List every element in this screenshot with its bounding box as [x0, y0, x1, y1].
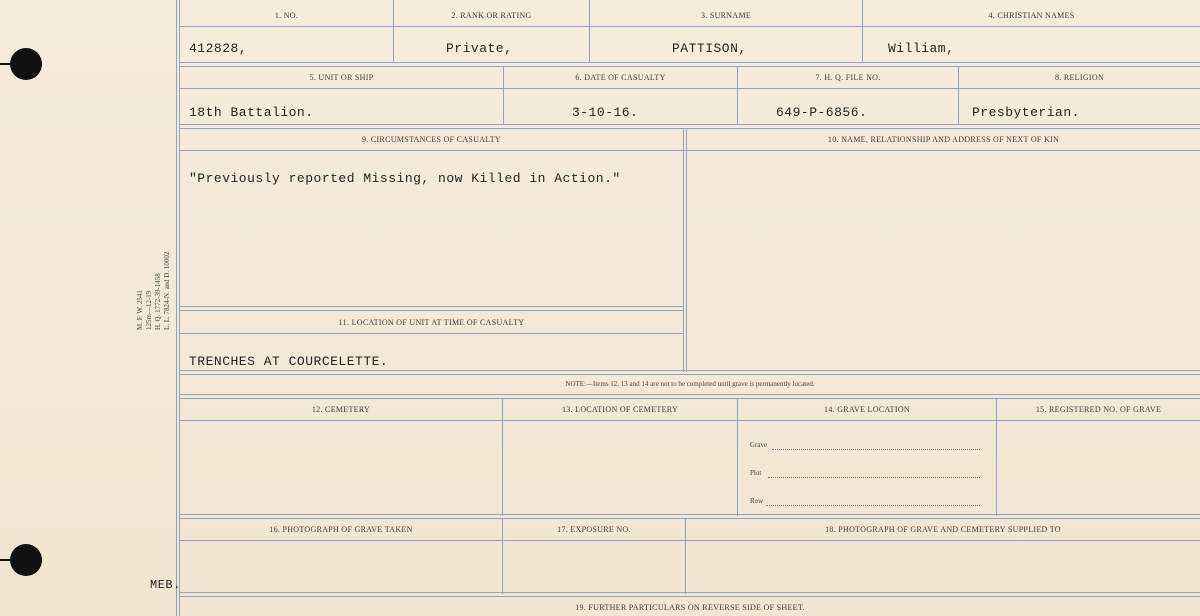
header-circumstances: 9. CIRCUMSTANCES OF CASUALTY: [361, 135, 502, 144]
value-surname: PATTISON,: [672, 41, 747, 56]
rule-double: [179, 124, 1200, 129]
value-location-unit: TRENCHES AT COURCELETTE.: [189, 354, 389, 369]
header-rank: 2. RANK OR RATING: [451, 11, 532, 20]
form-left-border: [176, 0, 177, 616]
rule-double: [179, 514, 1200, 519]
side-print-line-3: H. Q. 1772-39-1458: [154, 273, 162, 330]
header-cemetery: 12. CEMETERY: [311, 405, 371, 414]
rule: [179, 88, 1200, 89]
value-hq-file: 649-P-6856.: [776, 105, 868, 120]
side-print: [136, 252, 172, 330]
header-registered-no: 15. REGISTERED NO. OF GRAVE: [1035, 405, 1162, 414]
rule-double: [179, 394, 1200, 399]
value-no: 412828,: [189, 41, 248, 56]
rule: [179, 420, 1200, 421]
note-text: NOTE:—Items 12, 13 and 14 are not to be completed until grave is permanently located.: [565, 380, 815, 388]
grave-field-line: [772, 449, 980, 450]
plot-field-label: Plot: [750, 469, 762, 477]
grave-field-label: Grave: [750, 441, 768, 449]
rule-double: [179, 370, 1200, 375]
plot-field-line: [768, 477, 980, 478]
header-photo-supplied: 18. PHOTOGRAPH OF GRAVE AND CEMETERY SUPPLIED TO: [825, 525, 1061, 534]
col-divider: [683, 128, 684, 372]
col-divider: [393, 0, 394, 62]
header-date: 6. DATE OF CASUALTY: [575, 73, 666, 82]
col-divider: [502, 398, 503, 516]
value-rank: Private,: [446, 41, 513, 56]
header-hq-file: 7. H. Q. FILE NO.: [815, 73, 881, 82]
header-next-of-kin: 10. NAME, RELATIONSHIP AND ADDRESS OF NEXT OF KIN: [827, 135, 1060, 144]
value-christian-names: William,: [888, 41, 955, 56]
side-print-line-1: M. F. W. 2541: [136, 290, 144, 330]
header-grave-location: 14. GRAVE LOCATION: [824, 405, 910, 414]
row-field-line: [766, 505, 980, 506]
header-exposure: 17. EXPOSURE NO.: [557, 525, 631, 534]
header-location-unit: 11. LOCATION OF UNIT AT TIME OF CASUALTY: [338, 318, 525, 327]
row-field-label: Row: [750, 497, 764, 505]
col-divider: [589, 0, 590, 62]
side-print-line-4: L. L. 7824-N. and D. 10002: [163, 251, 171, 330]
header-unit: 5. UNIT OR SHIP: [309, 73, 374, 82]
rule: [179, 26, 1200, 27]
col-divider: [737, 398, 738, 516]
side-print-line-2: 125m—12-19: [145, 290, 153, 330]
rule: [179, 150, 1200, 151]
col-divider: [862, 0, 863, 62]
header-surname: 3. SURNAME: [700, 11, 752, 20]
rule-double: [179, 62, 1200, 67]
rule: [179, 333, 683, 334]
col-divider: [996, 398, 997, 516]
value-unit: 18th Battalion.: [189, 105, 314, 120]
rule: [179, 540, 1200, 541]
footer-further-particulars: 19. FURTHER PARTICULARS ON REVERSE SIDE OF SHEET.: [575, 603, 805, 612]
punch-hole-bottom-slot: [0, 559, 16, 561]
header-photo-taken: 16. PHOTOGRAPH OF GRAVE TAKEN: [269, 525, 413, 534]
rule-double: [179, 306, 683, 311]
clerk-initials: MEB.: [150, 578, 181, 592]
header-location-cemetery: 13. LOCATION OF CEMETERY: [561, 405, 679, 414]
value-religion: Presbyterian.: [972, 105, 1080, 120]
header-christian-names: 4. CHRISTIAN NAMES: [988, 11, 1075, 20]
rule-double: [179, 592, 1200, 597]
header-no: 1. NO.: [274, 11, 299, 20]
punch-hole-top-slot: [0, 63, 16, 65]
col-divider: [686, 128, 687, 372]
value-date: 3-10-16.: [572, 105, 639, 120]
value-circumstances: "Previously reported Missing, now Killed in Action.": [189, 171, 621, 186]
header-religion: 8. RELIGION: [1054, 73, 1105, 82]
